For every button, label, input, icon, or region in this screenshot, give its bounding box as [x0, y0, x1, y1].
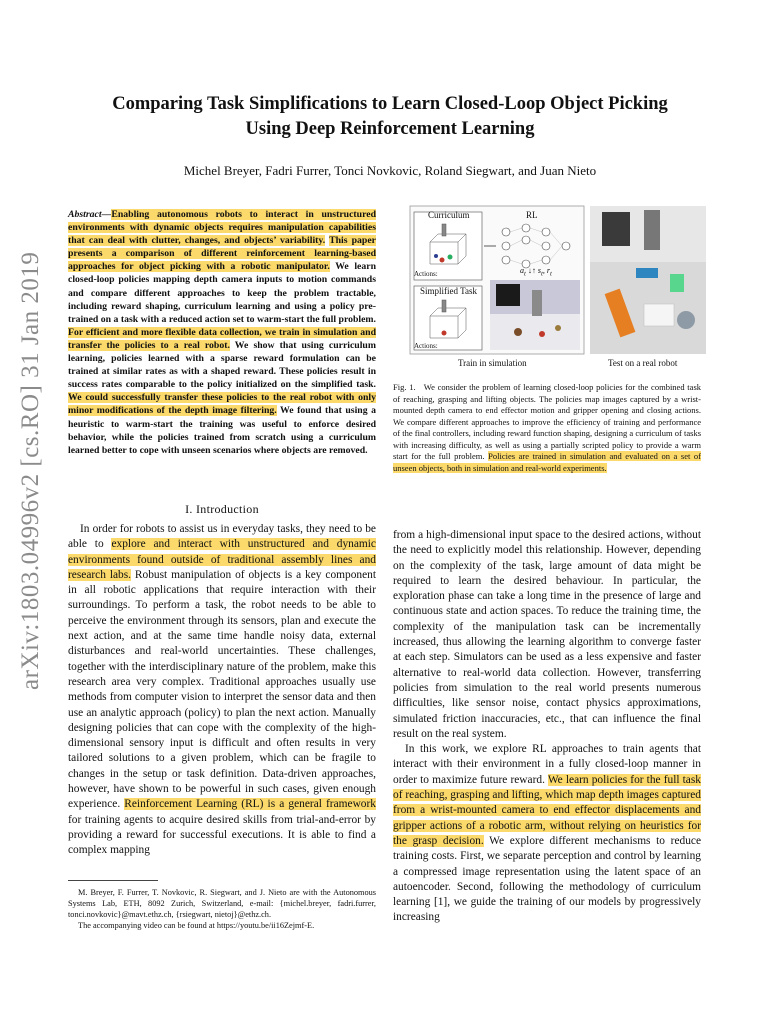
- comma-glyph: ,: [542, 266, 547, 275]
- abstract-text-2: We show that using curriculum learning, policies learned with a sparse reward formulation can be trained at similar rates as with a shaped reward. These policies result in success rates comparable to the policy initialized on the simplified task.: [68, 339, 376, 391]
- actions-label-simplified: Actions:: [414, 342, 438, 350]
- gripper-sim: [532, 290, 542, 316]
- arrows-glyph: ↓↑: [525, 266, 538, 275]
- intro-right-highlight: We learn policies for the full task of reaching, grasping and lifting, which map depth images captured from a wrist-mounted camera to end effector displacements and gripper actions of a robotic arm, without relying on heuristics for the grasp decision.: [393, 773, 701, 847]
- abstract-text-1: We learn closed-loop policies mapping depth camera inputs to motion commands and compare different approaches to keep the problem tractable, including reward shaping, curriculum learning and using a policy pre-trained on a task with a reduced action set to warm-start the full problem.: [68, 261, 376, 325]
- caption-label: Fig. 1.: [393, 382, 416, 392]
- action-subscript: t: [524, 270, 526, 278]
- arxiv-identifier: arXiv:1803.04996v2 [cs.RO] 31 Jan 2019: [17, 251, 44, 690]
- sim-object-1: [514, 328, 522, 336]
- depth-image-inset: [496, 284, 520, 306]
- object-red-simplified: [442, 331, 447, 336]
- object-red: [440, 258, 445, 263]
- intro-paragraph-1: [68, 522, 376, 859]
- abstract: [68, 208, 376, 457]
- test-on-real-robot-label: Test on a real robot: [608, 358, 678, 368]
- footnote-rule: [68, 880, 158, 881]
- abstract-lead: Abstract: [68, 209, 102, 220]
- curriculum-label: Curriculum: [428, 210, 470, 220]
- title-line-2: Using Deep Reinforcement Learning: [245, 119, 535, 139]
- object-blue: [434, 254, 438, 258]
- simplified-task-label: Simplified Task: [420, 286, 477, 296]
- abstract-highlight-4: We could successfully transfer these policies to the real robot with only minor modifications of the depth image filtering.: [68, 392, 376, 417]
- footnote-affiliation: M. Breyer, F. Furrer, T. Novkovic, R. Siegwart, and J. Nieto are with the Autonomous Systems Lab, ETH, 8092 Zurich, Switzerland, e-mail: {michel.breyer, fadri.furrer, tonci.novkovic}@mavt.ethz.ch, {rsiegwart, nietoj}@ethz.ch.: [68, 888, 376, 919]
- intro-text-c: for training agents to acquire desired skills from trial-and-error by providing a reward for successful executions. It is able to find a complex mapping: [68, 813, 376, 857]
- real-camera-inset: [602, 212, 630, 246]
- caption-text: We consider the problem of learning closed-loop policies for the combined task of reaching, grasping and lifting objects. The policies map images captured by a wrist-mounted depth camera to end effector motion and gripper opening and closing actions. We compare different approaches to improve the efficiency of training and performance of the final controllers, including reward function shaping, designing a curriculum of tasks with increasing difficulty, as well as using a partially scripted policy to provide a warm start for the full problem.: [393, 382, 701, 461]
- intro-right-text-b: We explore different mechanisms to reduce training costs. First, we separate perception and control by learning a compressed image representation using the latent space of an autoencoder. Second, following the methodology of curriculum learning [1], we guide the training of our models by progressively increasing: [393, 834, 702, 924]
- reward-symbol: r: [546, 266, 550, 275]
- sim-object-2: [539, 331, 545, 337]
- abstract-dash: —: [101, 209, 112, 220]
- real-object-cup: [677, 311, 695, 329]
- simulation-floor: [490, 314, 580, 350]
- actions-label-curriculum: Actions:: [414, 270, 438, 278]
- author-list: Michel Breyer, Fadri Furrer, Tonci Novkovic, Roland Siegwart, and Juan Nieto: [183, 163, 597, 178]
- abstract-text-3: We found that using a heuristic to warm-start the training was useful to enforce desired behavior, while the policies trained from scratch using a curriculum learned better to cope with unseen scenarios where objects are removed.: [68, 405, 376, 456]
- rl-signal-labels: [520, 266, 552, 278]
- intro-left-column: [68, 522, 376, 859]
- action-symbol: a: [520, 266, 524, 275]
- intro-text-a: In order for robots to assist us in everyday tasks, they need to be able to: [68, 523, 376, 551]
- footnote-video: The accompanying video can be found at https://youtu.be/ii16Zejmf-E.: [78, 921, 315, 930]
- figure-caption: [393, 382, 701, 474]
- abstract-highlight-2: This paper presents a comparison of different reinforcement learning-based approaches for object picking with a robotic manipulator.: [68, 235, 376, 273]
- footnote: [68, 887, 376, 931]
- sim-object-3: [555, 325, 561, 331]
- abstract-highlight-3: For efficient and more flexible data collection, we train in simulation and transfer the policies to a real robot.: [68, 326, 376, 351]
- state-symbol: s: [537, 266, 541, 275]
- title-line-1: Comparing Task Simplifications to Learn Closed-Loop Object Picking: [112, 94, 668, 114]
- intro-highlight-1: explore and interact with unstructured and dynamic environments found outside of traditional assembly lines and research labs.: [68, 538, 376, 581]
- caption-highlight: Policies are trained in simulation and evaluated on a set of unseen objects, both in simulation and real-world experiments.: [393, 451, 702, 473]
- figure-1: [408, 204, 708, 370]
- intro-right-text-a: In this work, we explore RL approaches to train agents that interact with their environment in a fully closed-loop manner in order to maximize future reward.: [393, 743, 701, 786]
- real-object-blue: [636, 268, 658, 278]
- reward-subscript: t: [549, 270, 552, 278]
- real-object-green: [670, 274, 684, 292]
- object-green: [448, 255, 453, 260]
- intro-right-paragraph-2: [393, 742, 701, 926]
- robot-arm: [644, 210, 660, 250]
- state-subscript: t: [540, 270, 543, 278]
- paper-title: [60, 92, 720, 142]
- real-object-box: [644, 304, 674, 326]
- intro-right-column: [393, 528, 701, 926]
- rl-label: RL: [526, 210, 538, 220]
- intro-highlight-2: Reinforcement Learning (RL) is a general framework: [124, 798, 376, 811]
- section-heading-introduction: I. Introduction: [185, 502, 259, 516]
- abstract-highlight-1: Enabling autonomous robots to interact in unstructured environments with dynamic objects requires manipulation capabilities that can deal with clutter, changes, and objects’ variability.: [68, 209, 376, 247]
- intro-text-b: Robust manipulation of objects is a key component in all robotic applications that require interaction with their surroundings. To perform a task, the robot needs to be able to perceive the environment through its sensors, plan and execute the next action, and at the same time handle noisy data, external disturbances and real-world uncertainties. These challenges, together with the interdisciplinary nature of the problem, make this research area very complex. Traditional approaches usually use methods from computer vision to interpret the sensor data and then use an analytic approach (policy) to plan the next action. Manually designing policies that can cope with the complexity of the high-dimensional sensory input is difficult and often results in very tailored solutions to a given problem, which can be fragile to changes in the setup or task definition. Data-driven approaches, however, have shown to be powerful in such cases, given enough experience.: [68, 568, 376, 811]
- train-in-simulation-label: Train in simulation: [458, 358, 527, 368]
- intro-right-paragraph-1: from a high-dimensional input space to the desired actions, without the need to explicitly model this relationship. However, depending on the complexity of the task, large amount of data might be required to learn the desired behaviour. In particular, the exploration phase can take a long time in the presence of large and continuous state and action spaces. To reduce the training time, the complexity of the manipulation task can be incrementally increased, thus allowing the learning algorithm to converge faster at each step. Simulators can be used as a less expensive and faster alternative to real-world data collection. However, transferring policies from simulation to the real world presents numerous difficulties, like sensor noise, contact physics approximations, simulated friction inaccuracies, etc., that can influence the final result on the real system.: [393, 529, 701, 740]
